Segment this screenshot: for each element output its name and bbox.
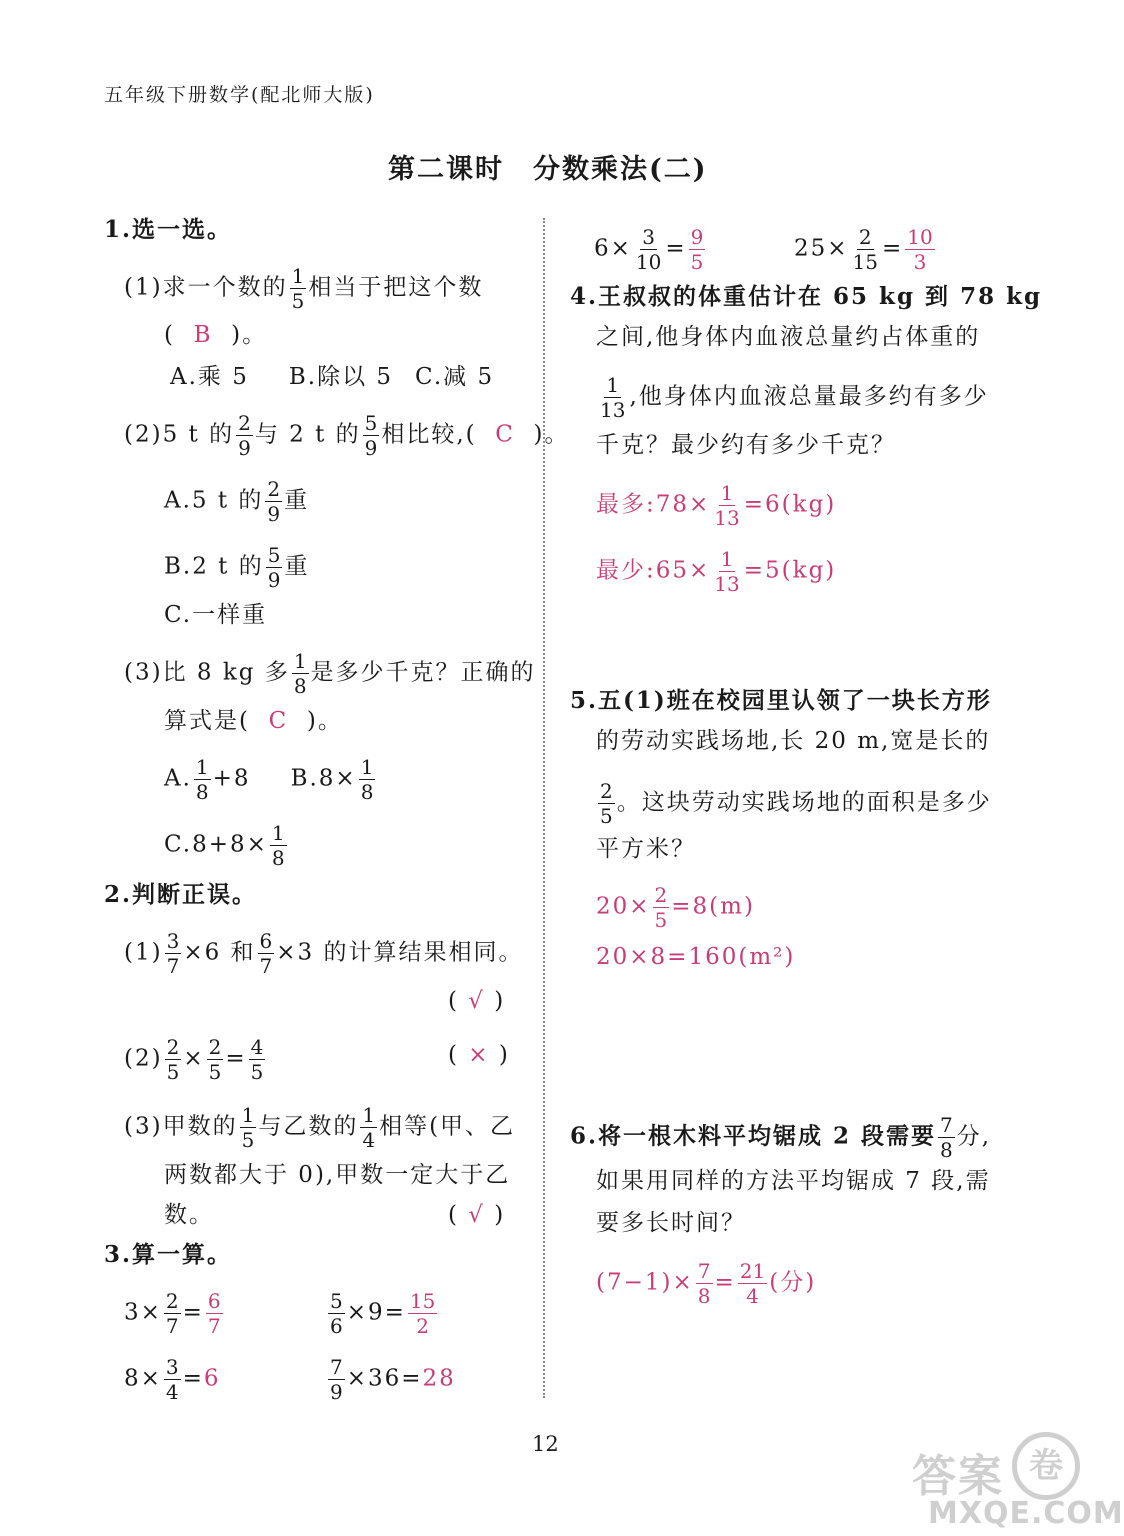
fraction: $\frac{1}{8}$ <box>195 755 209 804</box>
q6-line2: 如果用同样的方法平均锯成 7 段,需 <box>596 1168 991 1194</box>
q1-part1: (1)求一个数的 $\frac{1}{5}$ 相当于把这个数 <box>124 264 484 313</box>
fraction: $\frac{6}{7}$ <box>259 929 273 978</box>
fraction: $\frac{5}{9}$ <box>364 411 378 460</box>
fraction: $\frac{4}{5}$ <box>250 1035 264 1084</box>
q2-heading: 2.判断正误。 <box>104 881 258 908</box>
q4-line1: 4.王叔叔的体重估计在 65 kg 到 78 kg <box>570 283 1043 310</box>
q5-line3: $\frac{2}{5}$ 。这块劳动实践场地的面积是多少 <box>600 779 992 828</box>
fraction: $\frac{2}{9}$ <box>238 411 251 460</box>
fraction: $\frac{21}{4}$ <box>739 1259 766 1308</box>
q2-part3-line3: 数。 <box>164 1202 214 1228</box>
answer: $\frac{10}{3}$ <box>907 225 933 274</box>
fraction: $\frac{3}{7}$ <box>166 929 180 978</box>
answer: 28 <box>422 1365 456 1392</box>
watermark-url: MXQE.COM <box>928 1496 1124 1531</box>
answer: √ <box>468 1202 485 1228</box>
answer: √ <box>468 988 485 1014</box>
q2-part2-judgement: ( × ) <box>448 1042 510 1068</box>
q3-expr-5: 6× $\frac{3}{10}$ = $\frac{9}{5}$ <box>594 225 704 274</box>
watermark-seal: 卷 <box>1012 1432 1080 1500</box>
fraction: $\frac{3}{10}$ <box>635 225 662 274</box>
q1-part3-answer-line: 算式是( C )。 <box>164 708 343 734</box>
fraction: $\frac{1}{8}$ <box>271 821 285 870</box>
fraction: $\frac{7}{9}$ <box>330 1355 343 1404</box>
q1-part3: (3)比 8 kg 多 $\frac{1}{8}$ 是多少千克？正确的 <box>124 649 536 698</box>
q6-line3: 要多长时间？ <box>596 1210 746 1236</box>
q1-heading: 1.选一选。 <box>104 216 233 243</box>
q4-line4: 千克？最少约有多少千克？ <box>596 432 896 458</box>
answer: C <box>495 421 515 448</box>
fraction: $\frac{2}{7}$ <box>165 1289 179 1338</box>
answer: 6 <box>203 1365 221 1392</box>
q3-heading: 3.算一算。 <box>104 1241 233 1268</box>
page-number: 12 <box>532 1432 559 1456</box>
fraction: $\frac{1}{13}$ <box>714 547 740 596</box>
fraction: $\frac{3}{4}$ <box>165 1355 179 1404</box>
book-header: 五年级下册数学(配北师大版) <box>104 84 375 106</box>
fraction: $\frac{5}{9}$ <box>267 543 281 592</box>
q6-answer: (7−1)× $\frac{7}{8}$ = $\frac{21}{4}$ (分) <box>596 1259 817 1308</box>
fraction: $\frac{2}{5}$ <box>654 883 668 932</box>
q5-answer-width: 20× $\frac{2}{5}$ =8(m) <box>596 883 755 932</box>
fraction: $\frac{1}{5}$ <box>291 264 305 313</box>
fraction: $\frac{2}{15}$ <box>852 225 878 274</box>
fraction: $\frac{1}{8}$ <box>360 755 374 804</box>
answer: $\frac{15}{2}$ <box>409 1289 436 1338</box>
q4-answer-min: 最少:65× $\frac{1}{13}$ =5(kg) <box>596 547 837 596</box>
fraction: $\frac{1}{13}$ <box>714 481 740 530</box>
q5-line1: 5.五(1)班在校园里认领了一块长方形 <box>570 687 992 714</box>
q5-line4: 平方米？ <box>596 836 696 862</box>
q1-part2-option-b: B.2 t 的 $\frac{5}{9}$ 重 <box>164 543 310 592</box>
answer: $\frac{6}{7}$ <box>207 1289 221 1338</box>
fraction: $\frac{1}{5}$ <box>241 1103 255 1152</box>
q1-part1-options: A.乘 5 B.除以 5 C.减 5 <box>170 364 495 390</box>
q1-part2: (2)5 t 的 $\frac{2}{9}$ 与 2 t 的 $\frac{5}{9}$ 相比较,( C )。 <box>124 411 570 460</box>
fraction: $\frac{7}{8}$ <box>697 1259 711 1308</box>
q5-line2: 的劳动实践场地,长 20 m,宽是长的 <box>596 728 991 754</box>
fraction: $\frac{7}{8}$ <box>940 1113 953 1162</box>
q1-part2-option-c: C.一样重 <box>164 602 268 628</box>
q1-part2-option-a: A.5 t 的 $\frac{2}{9}$ 重 <box>164 477 310 526</box>
fraction: $\frac{1}{13}$ <box>600 373 626 422</box>
fraction: $\frac{2}{5}$ <box>600 779 613 828</box>
fraction: $\frac{5}{6}$ <box>330 1289 343 1338</box>
q4-line3: $\frac{1}{13}$ ,他身体内血液总量最多约有多少 <box>600 373 989 422</box>
q1-part3-options-ab: A. $\frac{1}{8}$ +8 B.8× $\frac{1}{8}$ <box>164 755 374 804</box>
q3-expr-6: 25× $\frac{2}{15}$ = $\frac{10}{3}$ <box>794 225 933 274</box>
q4-line2: 之间,他身体内血液总量约占体重的 <box>596 324 981 350</box>
answer: B <box>193 322 213 348</box>
q2-part1: (1) $\frac{3}{7}$ ×6 和 $\frac{6}{7}$ ×3 的计算结果相同。 <box>124 929 524 978</box>
q2-part1-judgement: ( √ ) <box>448 988 506 1014</box>
watermark-text: 答案 <box>912 1451 1004 1502</box>
fraction: $\frac{2}{5}$ <box>208 1035 222 1084</box>
q3-expr-2: $\frac{5}{6}$ ×9= $\frac{15}{2}$ <box>330 1289 436 1338</box>
q4-answer-max: 最多:78× $\frac{1}{13}$ =6(kg) <box>596 481 837 530</box>
q3-expr-3: 8× $\frac{3}{4}$ =6 <box>124 1355 221 1404</box>
fraction: $\frac{2}{9}$ <box>267 477 281 526</box>
q6-line1: 6.将一根木料平均锯成 2 段需要 $\frac{7}{8}$ 分, <box>570 1113 992 1162</box>
fraction: $\frac{2}{5}$ <box>166 1035 180 1084</box>
column-divider <box>543 218 545 1398</box>
q5-answer-area: 20×8=160(m²) <box>596 944 796 970</box>
answer: $\frac{9}{5}$ <box>690 225 704 274</box>
q1-part3-option-c: C.8+8× $\frac{1}{8}$ <box>164 821 285 870</box>
fraction: $\frac{1}{4}$ <box>362 1103 376 1152</box>
q2-part3-judgement: ( √ ) <box>448 1202 506 1228</box>
q2-part3-line2: 两数都大于 0),甲数一定大于乙 <box>164 1162 511 1188</box>
fraction: $\frac{1}{8}$ <box>293 649 307 698</box>
q1-part1-answer-line: ( B )。 <box>164 322 268 348</box>
page-title: 第二课时 分数乘法(二) <box>388 154 708 185</box>
answer: C <box>268 708 289 734</box>
q3-expr-4: $\frac{7}{9}$ ×36=28 <box>330 1355 456 1404</box>
answer: × <box>468 1042 490 1068</box>
q2-part2: (2) $\frac{2}{5}$ × $\frac{2}{5}$ = $\frac{4}{5}$ <box>124 1035 264 1084</box>
q3-expr-1: 3× $\frac{2}{7}$ = $\frac{6}{7}$ <box>124 1289 221 1338</box>
q2-part3: (3)甲数的 $\frac{1}{5}$ 与乙数的 $\frac{1}{4}$ 相等(甲、乙 <box>124 1103 516 1152</box>
